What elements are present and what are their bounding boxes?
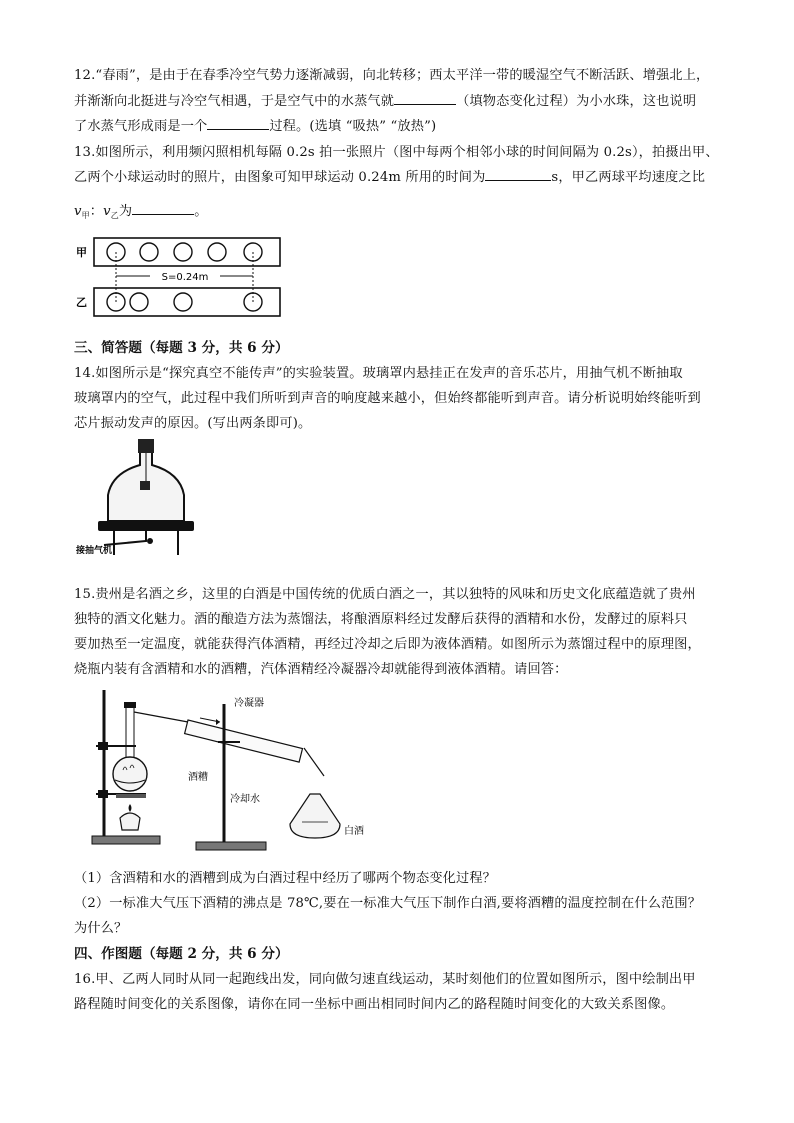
jia-ball-4 bbox=[208, 243, 226, 261]
q12-text-a: 并渐渐向北挺进与冷空气相遇，于是空气中的水蒸气就 bbox=[74, 94, 395, 109]
q16-line2: 路程随时间变化的关系图像，请你在同一坐标中画出相同时间内乙的路程随时间变化的大致关系图像。 bbox=[74, 997, 675, 1012]
q15-line1: 15.贵州是名酒之乡，这里的白酒是中国传统的优质白酒之一，其以独特的风味和历史文化底蕴造就了贵州 bbox=[74, 587, 696, 602]
q13-line3 bbox=[74, 200, 208, 221]
q16-line1: 16.甲、乙两人同时从同一起跑线出发，同向做匀速直线运动，某时刻他们的位置如图所示，图中绘制出甲 bbox=[74, 972, 696, 987]
yi-ball-2 bbox=[130, 293, 148, 311]
q14-line1: 14.如图所示是“探究真空不能传声”的实验装置。玻璃罩内悬挂正在发声的音乐芯片，用抽气机不断抽取 bbox=[74, 366, 683, 381]
jia-photo-strip bbox=[94, 238, 280, 266]
q12-line3 bbox=[74, 115, 436, 134]
q12-text-d: 过程。(选填 “吸热” “放热”) bbox=[269, 119, 437, 134]
thermometer-stopper bbox=[124, 702, 136, 708]
v-symbol: v bbox=[74, 204, 82, 219]
label-yi: 乙 bbox=[76, 296, 87, 309]
q13-text-end: 。 bbox=[194, 204, 208, 219]
q15-line2: 独特的酒文化魅力。酒的酿造方法为蒸馏法，将酿酒原料经过发酵后获得的酒精和水份，发酵过的原料只 bbox=[74, 612, 688, 627]
q12-line2 bbox=[74, 90, 696, 109]
distillation-figure bbox=[90, 684, 380, 852]
q13-text-c: 为 bbox=[118, 204, 133, 219]
stand-base-right bbox=[196, 842, 266, 850]
jia-ball-2 bbox=[140, 243, 158, 261]
stand-base-left bbox=[92, 836, 160, 844]
q13-line2 bbox=[74, 166, 705, 185]
distilling-flask bbox=[113, 757, 147, 791]
q12-text-b: （填物态变化过程）为小水珠，这也说明 bbox=[456, 94, 697, 109]
q12-answer-blank-1[interactable] bbox=[394, 92, 456, 105]
wire-gauze bbox=[116, 794, 146, 798]
q15-line3: 要加热至一定温度，就能获得汽体酒精，再经过冷却之后即为液体酒精。如图所示为蒸馏过程中的原理图， bbox=[74, 637, 701, 652]
bell-jar-figure bbox=[74, 437, 204, 557]
subscript-yi: 乙 bbox=[110, 211, 119, 220]
q15-sub2: （2）一标准大气压下酒精的沸点是 78℃,要在一标准大气压下制作白酒,要将酒糟的温度控制在什么范围？ bbox=[74, 896, 702, 911]
ratio-colon: ： bbox=[89, 204, 104, 219]
receiving-flask bbox=[290, 794, 340, 838]
subscript-jia: 甲 bbox=[81, 211, 90, 220]
yi-photo-strip bbox=[94, 288, 280, 316]
q13-answer-blank-2[interactable] bbox=[132, 202, 194, 215]
pump-label: 接抽气机 bbox=[76, 546, 113, 556]
delivery-tube bbox=[134, 712, 188, 722]
q13-line1: 13.如图所示，利用频闪照相机每隔 0.2s 拍一张照片（图中每两个相邻小球的时间间隔为 0.2s），拍摄出甲、 bbox=[74, 145, 719, 160]
music-chip bbox=[140, 481, 150, 490]
condenser-tube bbox=[185, 720, 303, 762]
q14-line3: 芯片振动发声的原因。(写出两条即可)。 bbox=[74, 416, 312, 431]
q15-sub2-cont: 为什么？ bbox=[74, 921, 128, 936]
q12-text-c: 了水蒸气形成雨是一个 bbox=[74, 119, 208, 134]
q12-answer-blank-2[interactable] bbox=[207, 117, 269, 130]
jar-stopper bbox=[138, 439, 154, 453]
q15-line4: 烧瓶内装有含酒精和水的酒糟，汽体酒精经冷凝器冷却就能得到液体酒精。请回答： bbox=[74, 662, 568, 677]
cooling-water-label: 冷却水 bbox=[230, 794, 260, 805]
q15-sub1: （1）含酒精和水的酒糟到成为白酒过程中经历了哪两个物态变化过程？ bbox=[74, 871, 496, 886]
q13-text-b: s，甲乙两球平均速度之比 bbox=[551, 170, 706, 185]
adapter-tube bbox=[304, 748, 324, 776]
distance-label: S=0.24m bbox=[161, 272, 209, 283]
jia-ball-3 bbox=[174, 243, 192, 261]
valve bbox=[147, 538, 153, 544]
liquor-label: 白酒 bbox=[344, 826, 364, 837]
v-symbol: v bbox=[103, 204, 111, 219]
section-4-title: 四、作图题（每题 2 分，共 6 分） bbox=[74, 946, 289, 962]
arrow-head bbox=[216, 719, 220, 725]
q13-answer-blank-1[interactable] bbox=[485, 168, 551, 181]
lamp-flame bbox=[129, 804, 132, 812]
q12-line1: 12.“春雨”，是由于在春季冷空气势力逐渐减弱，向北转移；西太平洋一带的暖湿空气不断活跃、增强北上， bbox=[74, 68, 710, 83]
jar-base-plate bbox=[98, 521, 194, 531]
q14-line2: 玻璃罩内的空气，此过程中我们所听到声音的响度越来越小，但始终都能听到声音。请分析说明始终能听到 bbox=[74, 391, 701, 406]
label-jia: 甲 bbox=[76, 246, 87, 259]
section-3-title: 三、简答题（每题 3 分，共 6 分） bbox=[74, 340, 289, 356]
clamp-knob-2 bbox=[98, 790, 108, 798]
air-tube bbox=[104, 531, 146, 545]
q13-ball-figure bbox=[74, 234, 284, 320]
condenser-label: 冷凝器 bbox=[234, 698, 264, 709]
mash-label: 酒糟 bbox=[188, 772, 208, 783]
yi-ball-3 bbox=[174, 293, 192, 311]
alcohol-lamp bbox=[120, 813, 140, 830]
clamp-knob-1 bbox=[98, 742, 108, 750]
q13-text-a: 乙两个小球运动时的照片，由图象可知甲球运动 0.24m 所用的时间为 bbox=[74, 170, 486, 185]
